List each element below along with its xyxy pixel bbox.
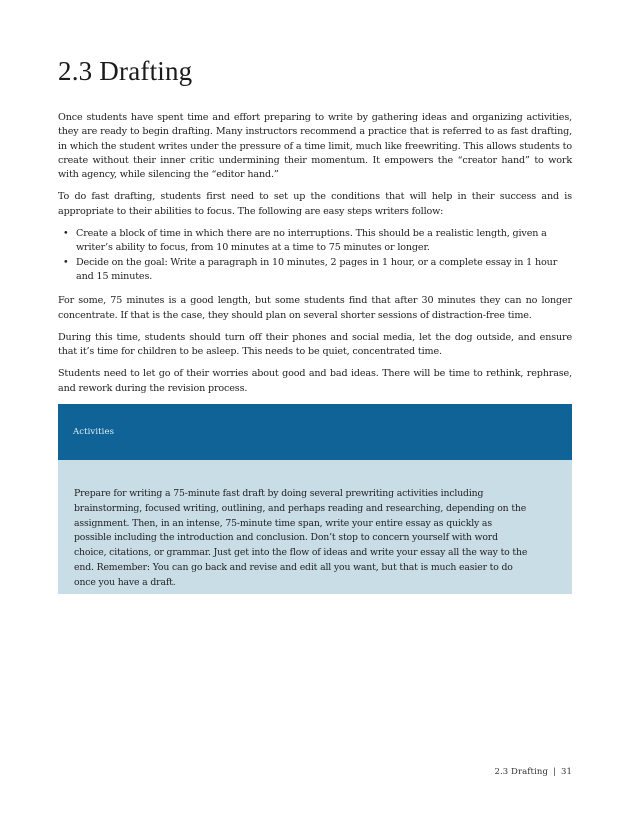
paragraph-intro: Once students have spent time and effort preparing to write by gathering ideas and organizing activities, they are ready to begin drafting. Many instructors recommend a practice that is referred to as fast drafting, in which the student writes under the pressure of a time limit, much like freewriting. This allows students to create without their inner critic undermining their momentum. It empowers the “creator hand” to work with agency, while silencing the “editor hand.” — [58, 112, 572, 181]
activities-box — [58, 404, 572, 594]
paragraph-environment: During this time, students should turn off their phones and social media, let the dog outside, and ensure that it’s time for children to be asleep. This needs to be quiet, concentrated time. — [58, 331, 572, 358]
activities-text: Prepare for writing a 75-minute fast draft by doing several prewriting activities including brainstorming, focused writing, outlining, and perhaps reading and researching, depending on the assignment. Then, in an intense, 75-minute time span, write your entire essay as quickly as possible including the introduction and conclusion. Don’t stop to concern yourself with word choice, citations, or grammar. Just get into the flow of ideas and write your essay all the way to the end. Remember: You can go back and revise and edit all you want, but that is much easier to do once you have a draft. — [74, 488, 528, 588]
body-text — [58, 111, 572, 404]
footer-separator: | — [553, 767, 556, 777]
footer-section-label: 2.3 Drafting — [494, 767, 548, 777]
paragraph-letting-go: Students need to let go of their worries about good and bad ideas. There will be time to rethink, rephrase, and rework during the revision process. — [58, 368, 572, 394]
steps-list — [58, 227, 572, 284]
activities-body — [58, 460, 572, 594]
paragraph-conditions: To do fast drafting, students first need to set up the conditions that will help in their success and is appropriate to their abilities to focus. The following are easy steps writers follow: — [58, 191, 572, 217]
paragraph-duration: For some, 75 minutes is a good length, but some students find that after 30 minutes they can no longer concentrate. If that is the case, they should plan on several shorter sessions of distraction-free time. — [58, 295, 572, 321]
page-number: 31 — [560, 767, 572, 777]
activities-heading: Activities — [58, 404, 572, 460]
section-title: 2.3 Drafting — [58, 56, 193, 86]
list-item: • Create a block of time in which there are no interruptions. This should be a realistic length, given a writer’s ability to focus, from 10 minutes at a time to 75 minutes or longer. — [76, 227, 572, 256]
list-item: • Decide on the goal: Write a paragraph in 10 minutes, 2 pages in 1 hour, or a complete essay in 1 hour and 15 minutes. — [76, 256, 572, 285]
page-footer — [494, 767, 572, 777]
